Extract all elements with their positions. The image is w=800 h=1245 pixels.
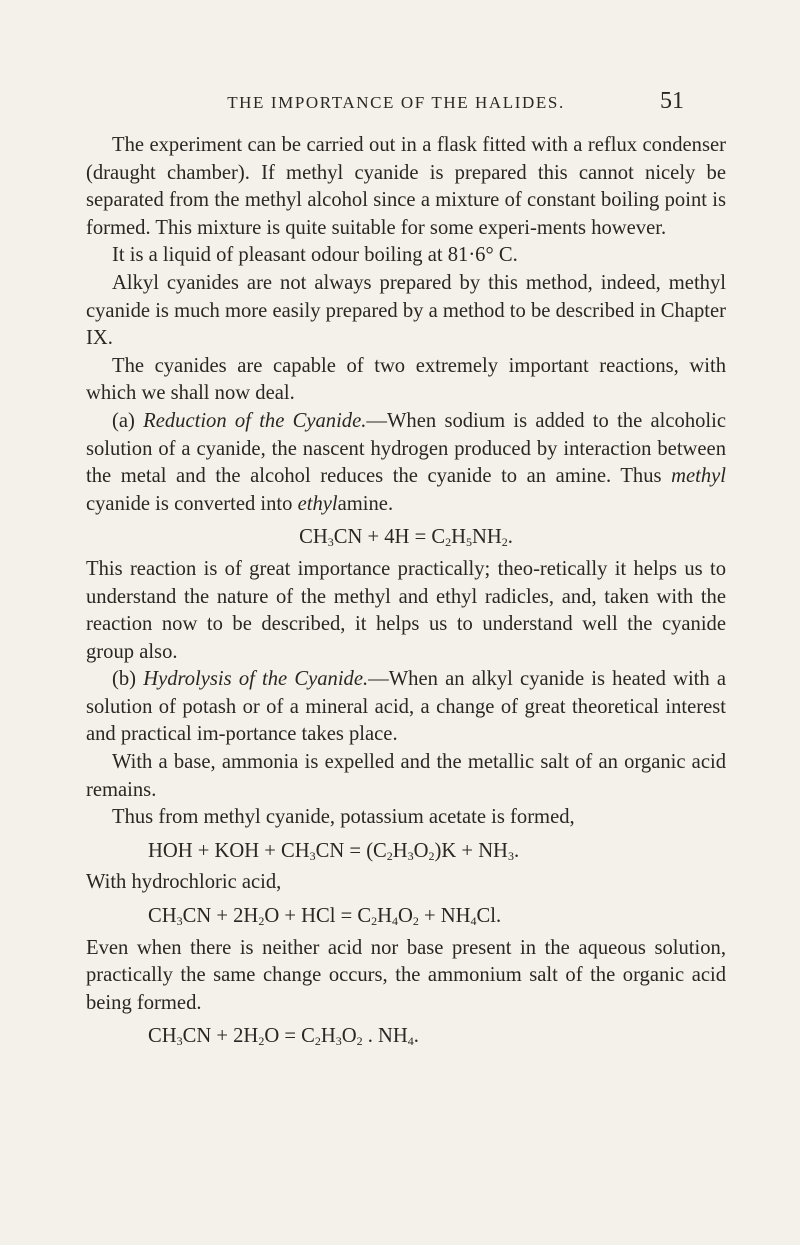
paragraph-potassium-acetate: Thus from methyl cyanide, potassium acetate is formed, xyxy=(112,806,575,829)
paragraph-base: With a base, ammonia is expelled and the metallic salt of an organic acid remains. xyxy=(86,751,726,801)
reduction-text-3: amine. xyxy=(337,492,394,515)
paragraph-reduction xyxy=(86,408,726,518)
page-number: 51 xyxy=(660,88,684,114)
paragraph-importance: This reaction is of great importance practically; theo-retically it helps us to understand the nature of the methyl and ethyl radicles, and, taken with the reaction now to be described, it helps us to understand well the cyanide group also. xyxy=(86,557,726,663)
page-body xyxy=(86,132,726,1055)
equation-potash: HOH + KOH + $CH_3CN = (C_2H_3O_2)K + NH_3$. xyxy=(148,839,520,863)
section-label-a: (a) xyxy=(112,409,135,432)
section-label-b: (b) xyxy=(112,668,137,691)
equation-reduction: $CH_3CN + 4H = C_2H_5NH_2$. xyxy=(299,526,513,550)
reduction-text-2: cyanide is converted into xyxy=(86,492,298,515)
section-heading-hydrolysis: Hydrolysis of the Cyanide. xyxy=(143,668,369,691)
paragraph-neutral: Even when there is neither acid nor base present in the aqueous solution, practically the same change occurs, the ammonium salt of the organic acid being formed. xyxy=(86,936,726,1014)
page-header xyxy=(132,88,684,115)
paragraph-two-reactions: The cyanides are capable of two extremely important reactions, with which we shall now deal. xyxy=(86,354,726,405)
running-title: THE IMPORTANCE OF THE HALIDES. xyxy=(227,93,565,112)
section-heading-reduction: Reduction of the Cyanide. xyxy=(143,409,367,432)
paragraph-boiling-point: It is a liquid of pleasant odour boiling at 81·6° C. xyxy=(112,244,518,267)
hydrolysis-text: —When an alkyl cyanide is heated with a solution of potash or of a mineral acid, a change of great theoretical interest and practical im-portance takes place. xyxy=(86,668,727,746)
equation-ammonium: $CH_3CN + 2H_2O = C_2H_3O_2$ . $NH_4$. xyxy=(148,1025,419,1049)
paragraph-hydrochloric: With hydrochloric acid, xyxy=(86,871,282,894)
paragraph-alkyl-cyanides: Alkyl cyanides are not always prepared by this method, indeed, methyl cyanide is much more easily prepared by a method to be described in Chapter IX. xyxy=(86,271,726,350)
paragraph-hydrolysis xyxy=(86,666,726,749)
italic-ethyl: ethyl xyxy=(297,492,338,515)
italic-methyl: methyl xyxy=(671,465,726,488)
paragraph-experiment: The experiment can be carried out in a flask fitted with a reflux condenser (draught chamber). If methyl cyanide is prepared this cannot nicely be separated from the methyl alcohol since a mixture of constant boiling point is formed. This mixture is quite suitable for some experi-ments however. xyxy=(86,134,726,239)
equation-hydrochloric: $CH_3CN + 2H_2O$ + HCl = $C_2H_4O_2 + NH_4Cl$. xyxy=(148,905,502,929)
reduction-text-1: —When sodium is added to the alcoholic solution of a cyanide, the nascent hydrogen produced by interaction between the metal and the alcohol reduces the cyanide to an amine. Thus xyxy=(86,409,726,488)
